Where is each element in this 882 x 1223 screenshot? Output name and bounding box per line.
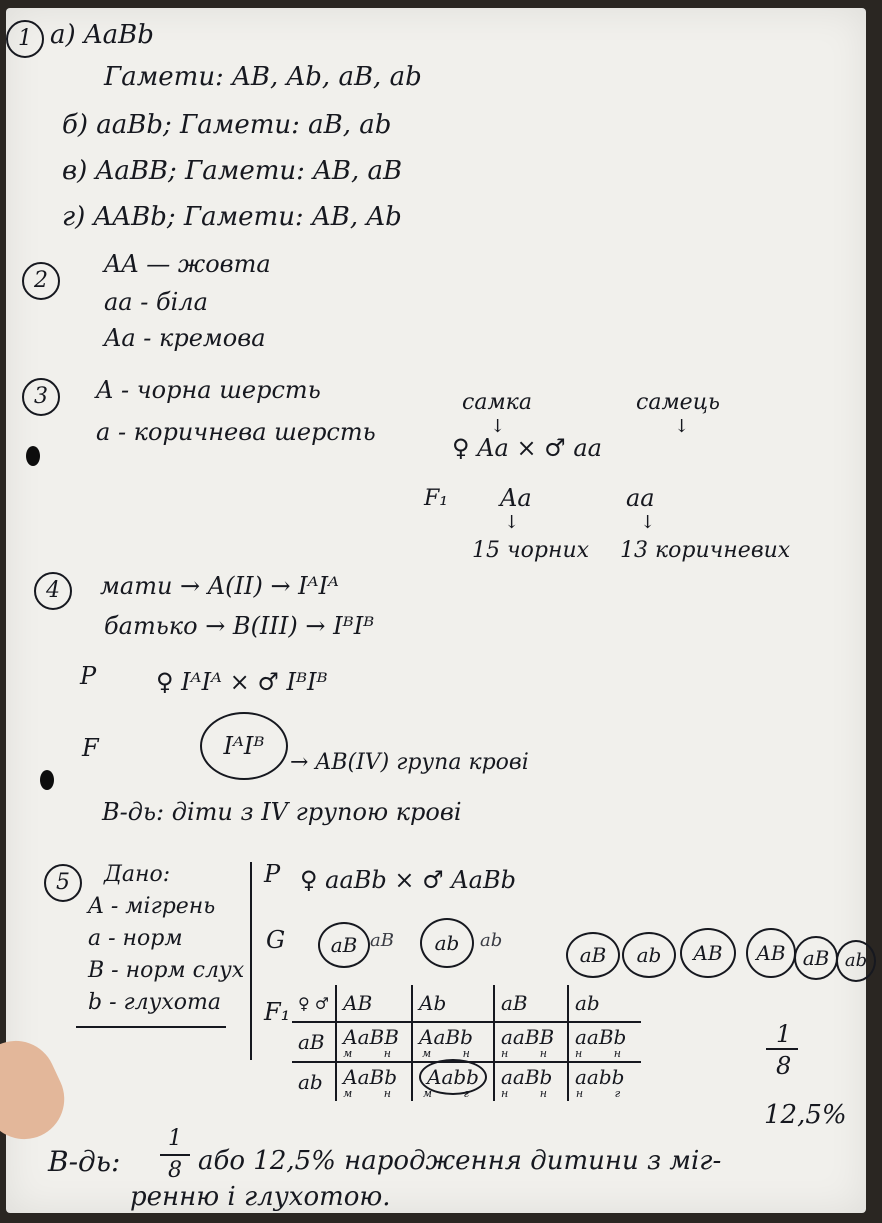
parents-cross: ♀ Aa × ♂ aa	[452, 434, 602, 462]
phenotype-marks: н н	[500, 1047, 561, 1060]
column-header: AB	[336, 985, 412, 1022]
table-cell	[412, 1062, 494, 1101]
scratched-gametes: aB	[370, 930, 394, 951]
arrow: ↓	[504, 512, 520, 533]
task4-line: мати → A(II) → IᴬIᴬ	[100, 572, 339, 600]
corner-cell: ♀ ♂	[292, 985, 336, 1022]
p-cross: ♀ IᴬIᴬ × ♂ IᴮIᴮ	[156, 668, 328, 696]
phenotype-marks: м г	[422, 1087, 484, 1100]
row-header: aB	[292, 1022, 336, 1062]
p-label: P	[80, 662, 97, 690]
answer-text: ренню і глухотою.	[130, 1182, 391, 1212]
task1-b-line: б) aaBb; Гамети: aB, ab	[62, 110, 392, 140]
task1-a-gametes: Гамети: AB, Ab, aB, ab	[104, 62, 422, 92]
gamete: AB	[680, 928, 736, 978]
male-label: самець	[636, 390, 721, 415]
task-number: 4	[34, 572, 72, 610]
task2-line: aa - біла	[104, 288, 208, 316]
fraction-numerator: 1	[776, 1020, 792, 1048]
arrow: ↓	[490, 416, 506, 437]
gamete: ab	[622, 932, 676, 978]
f1-label: F₁	[424, 486, 449, 511]
given-line: B - норм слух	[88, 958, 245, 983]
f1-label: F₁	[264, 998, 291, 1026]
offspring-count: 15 чорних	[472, 538, 590, 563]
phenotype-marks: м н	[343, 1087, 405, 1100]
table-cell	[336, 1022, 412, 1062]
answer-denominator: 8	[168, 1158, 182, 1183]
task3-line: A - чорна шерсть	[96, 376, 321, 404]
divider	[250, 862, 252, 1060]
g-label: G	[266, 926, 286, 954]
blood-group-result: → AB(IV) група крові	[290, 750, 529, 775]
gamete: aB	[566, 932, 620, 978]
task2-line: Aa - кремова	[104, 324, 266, 352]
gamete: ab	[420, 918, 474, 968]
genotype: AaBb	[343, 1065, 397, 1089]
gamete: aB	[794, 936, 838, 980]
circled-genotype: Aabb	[419, 1059, 487, 1095]
binder-hole	[26, 446, 40, 466]
p-label: P	[264, 860, 281, 888]
given-line: b - глухота	[88, 990, 222, 1015]
table-cell	[336, 1062, 412, 1101]
percent-result: 12,5%	[764, 1100, 847, 1130]
given-line: A - мігрень	[88, 894, 216, 919]
task4-answer: В-дь: діти з IV групою крові	[102, 798, 462, 826]
given-line: a - норм	[88, 926, 183, 951]
column-header: aB	[494, 985, 568, 1022]
scratched-gametes: ab	[480, 930, 503, 951]
table-cell	[494, 1062, 568, 1101]
p-cross: ♀ aaBb × ♂ AaBb	[300, 866, 516, 894]
binder-hole	[40, 770, 54, 790]
table-row	[292, 985, 641, 1022]
task1-g-line: г) AABb; Гамети: AB, Ab	[62, 202, 402, 232]
answer-text: або 12,5% народження дитини з міг-	[198, 1146, 722, 1176]
phenotype-marks: н г	[575, 1087, 635, 1100]
fraction-bar	[160, 1154, 190, 1156]
column-header: ab	[568, 985, 641, 1022]
arrow: ↓	[674, 416, 690, 437]
gamete: ab	[836, 940, 876, 982]
phenotype-marks: м н	[422, 1047, 484, 1060]
genotype: aaBb	[574, 1025, 627, 1049]
phenotype-marks: н н	[500, 1087, 561, 1100]
offspring-genotype: IᴬIᴮ	[200, 712, 288, 780]
task-number: 1	[6, 20, 44, 58]
task-number: 3	[22, 378, 60, 416]
table-cell	[568, 1062, 641, 1101]
punnett-square	[292, 985, 641, 1101]
task1-a-genotype: а) AaBb	[50, 20, 154, 50]
task2-line: AA — жовта	[104, 250, 271, 278]
divider	[76, 1026, 226, 1028]
genotype: AaBb	[419, 1025, 473, 1049]
table-cell	[568, 1022, 641, 1062]
given-label: Дано:	[104, 862, 171, 887]
task3-line: a - коричнева шерсть	[96, 418, 376, 446]
arrow: ↓	[640, 512, 656, 533]
answer-numerator: 1	[168, 1126, 182, 1151]
fraction-denominator: 8	[776, 1052, 792, 1080]
column-header: Ab	[412, 985, 494, 1022]
phenotype-marks: м н	[343, 1047, 405, 1060]
task4-line: батько → B(III) → IᴮIᴮ	[104, 612, 375, 640]
answer-prefix: В-дь:	[48, 1145, 121, 1178]
female-label: самка	[462, 390, 532, 415]
genotype: aabb	[574, 1065, 625, 1089]
f-label: F	[82, 734, 99, 762]
fraction-bar	[766, 1048, 798, 1050]
task1-v-line: в) AaBB; Гамети: AB, aB	[62, 156, 403, 186]
phenotype-marks: н н	[574, 1047, 635, 1060]
task-number: 2	[22, 262, 60, 300]
table-cell	[412, 1022, 494, 1062]
offspring-genotype: aa	[626, 484, 655, 512]
task-number: 5	[44, 864, 82, 902]
genotype: AaBB	[343, 1025, 399, 1049]
genotype: aaBB	[500, 1025, 555, 1049]
offspring-genotype: Aa	[500, 484, 532, 512]
offspring-count: 13 коричневих	[620, 538, 791, 563]
gamete: AB	[746, 928, 796, 978]
gamete: aB	[318, 922, 370, 968]
genotype: aaBb	[500, 1065, 553, 1089]
table-row	[292, 1022, 641, 1062]
table-cell	[494, 1022, 568, 1062]
table-row	[292, 1062, 641, 1101]
row-header: ab	[292, 1062, 336, 1101]
